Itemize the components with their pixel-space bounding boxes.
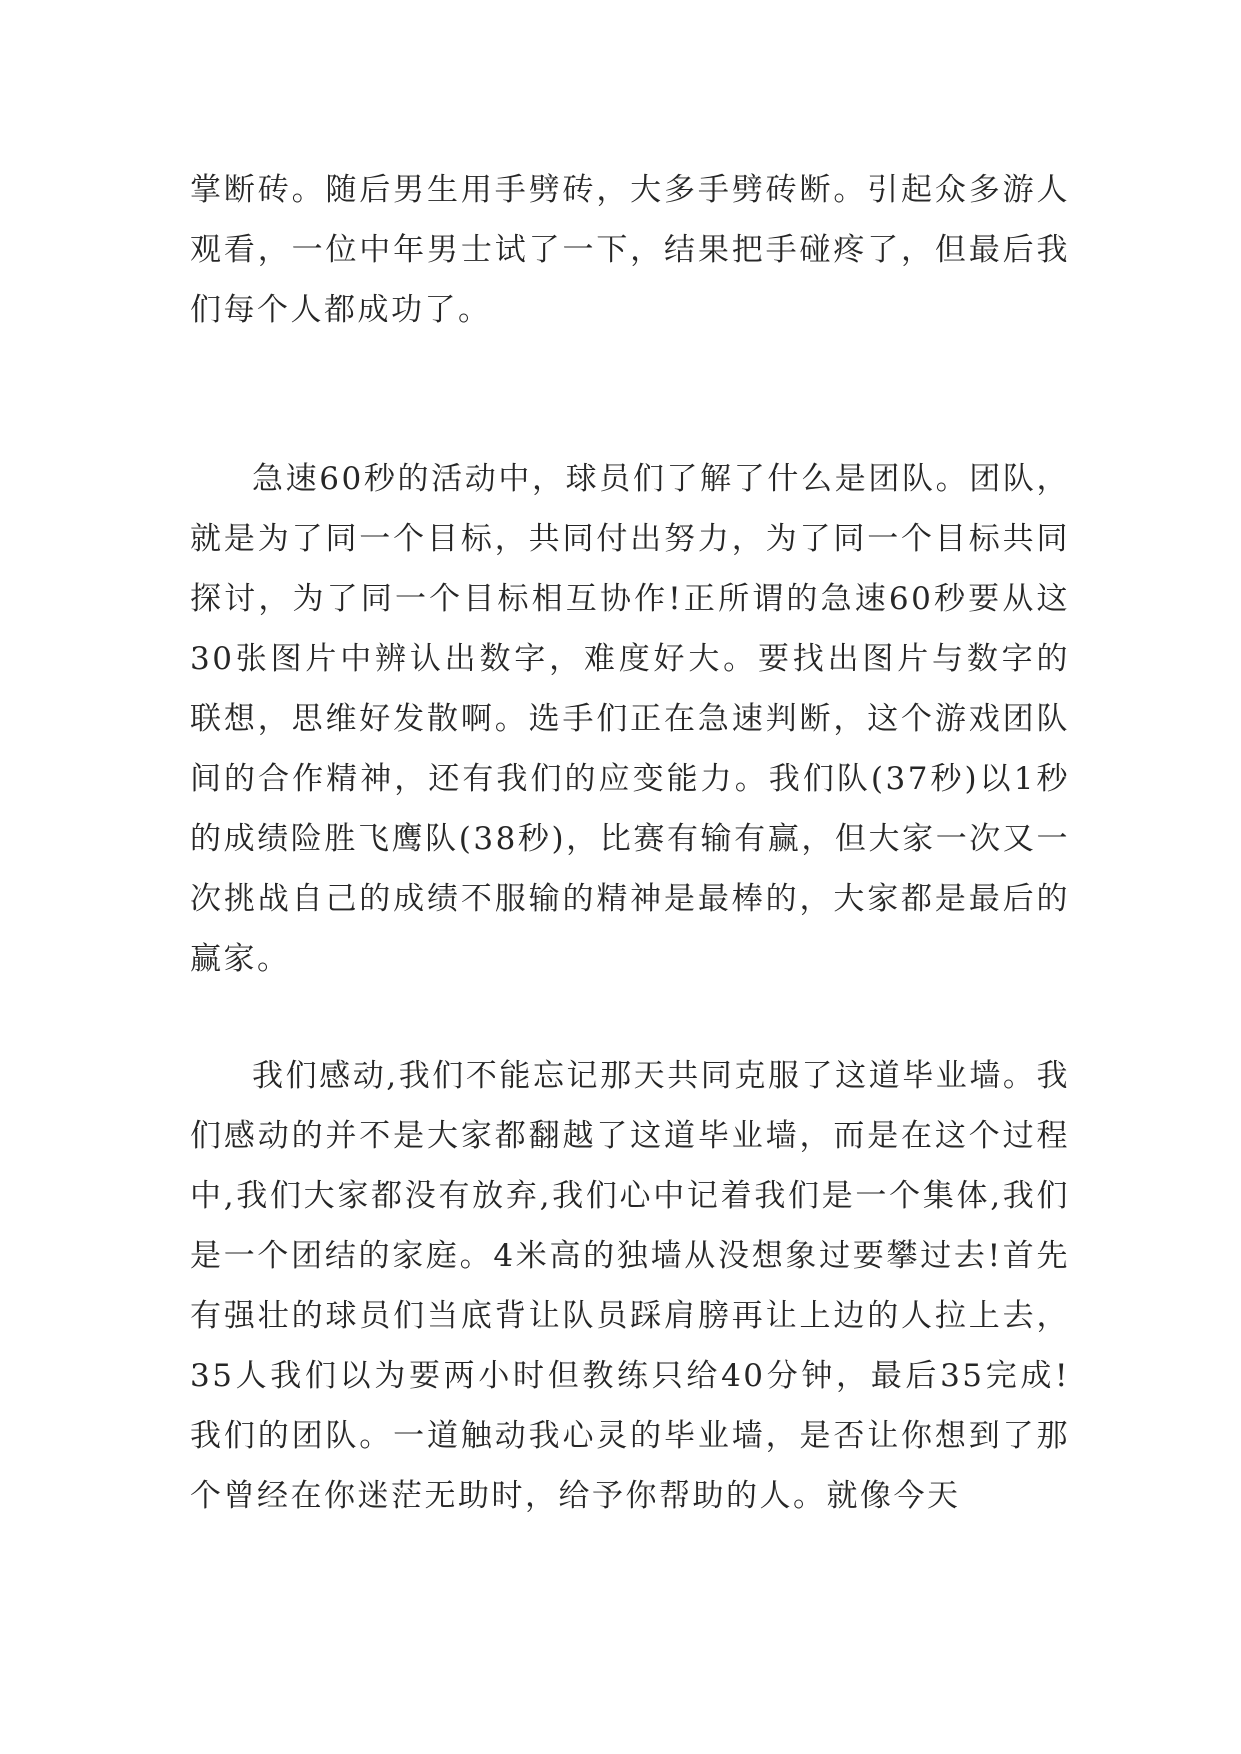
paragraph-brick-breaking: 掌断砖。随后男生用手劈砖，大多手劈砖断。引起众多游人观看，一位中年男士试了一下，结果把手碰疼了，但最后我们每个人都成功了。: [190, 172, 1070, 328]
paragraph-rapid-60-seconds: 急速60秒的活动中，球员们了解了什么是团队。团队，就是为了同一个目标，共同付出努力，为了同一个目标共同探讨，为了同一个目标相互协作!正所谓的急速60秒要从这30张图片中辨认出数字，难度好大。要找出图片与数字的联想，思维好发散啊。选手们正在急速判断，这个游戏团队间的合作精神，还有我们的应变能力。我们队(37秒)以1秒的成绩险胜飞鹰队(38秒)，比赛有输有赢，但大家一次又一次挑战自己的成绩不服输的精神是最棒的，大家都是最后的赢家。: [190, 461, 1070, 977]
paragraph-graduation-wall: 我们感动,我们不能忘记那天共同克服了这道毕业墙。我们感动的并不是大家都翻越了这道毕业墙，而是在这个过程中,我们大家都没有放弃,我们心中记着我们是一个集体,我们是一个团结的家庭。4米高的独墙从没想象过要攀过去!首先有强壮的球员们当底背让队员踩肩膀再让上边的人拉上去，35人我们以为要两小时但教练只给40分钟，最后35完成!我们的团队。一道触动我心灵的毕业墙，是否让你想到了那个曾经在你迷茫无助时，给予你帮助的人。就像今天: [190, 1058, 1070, 1514]
